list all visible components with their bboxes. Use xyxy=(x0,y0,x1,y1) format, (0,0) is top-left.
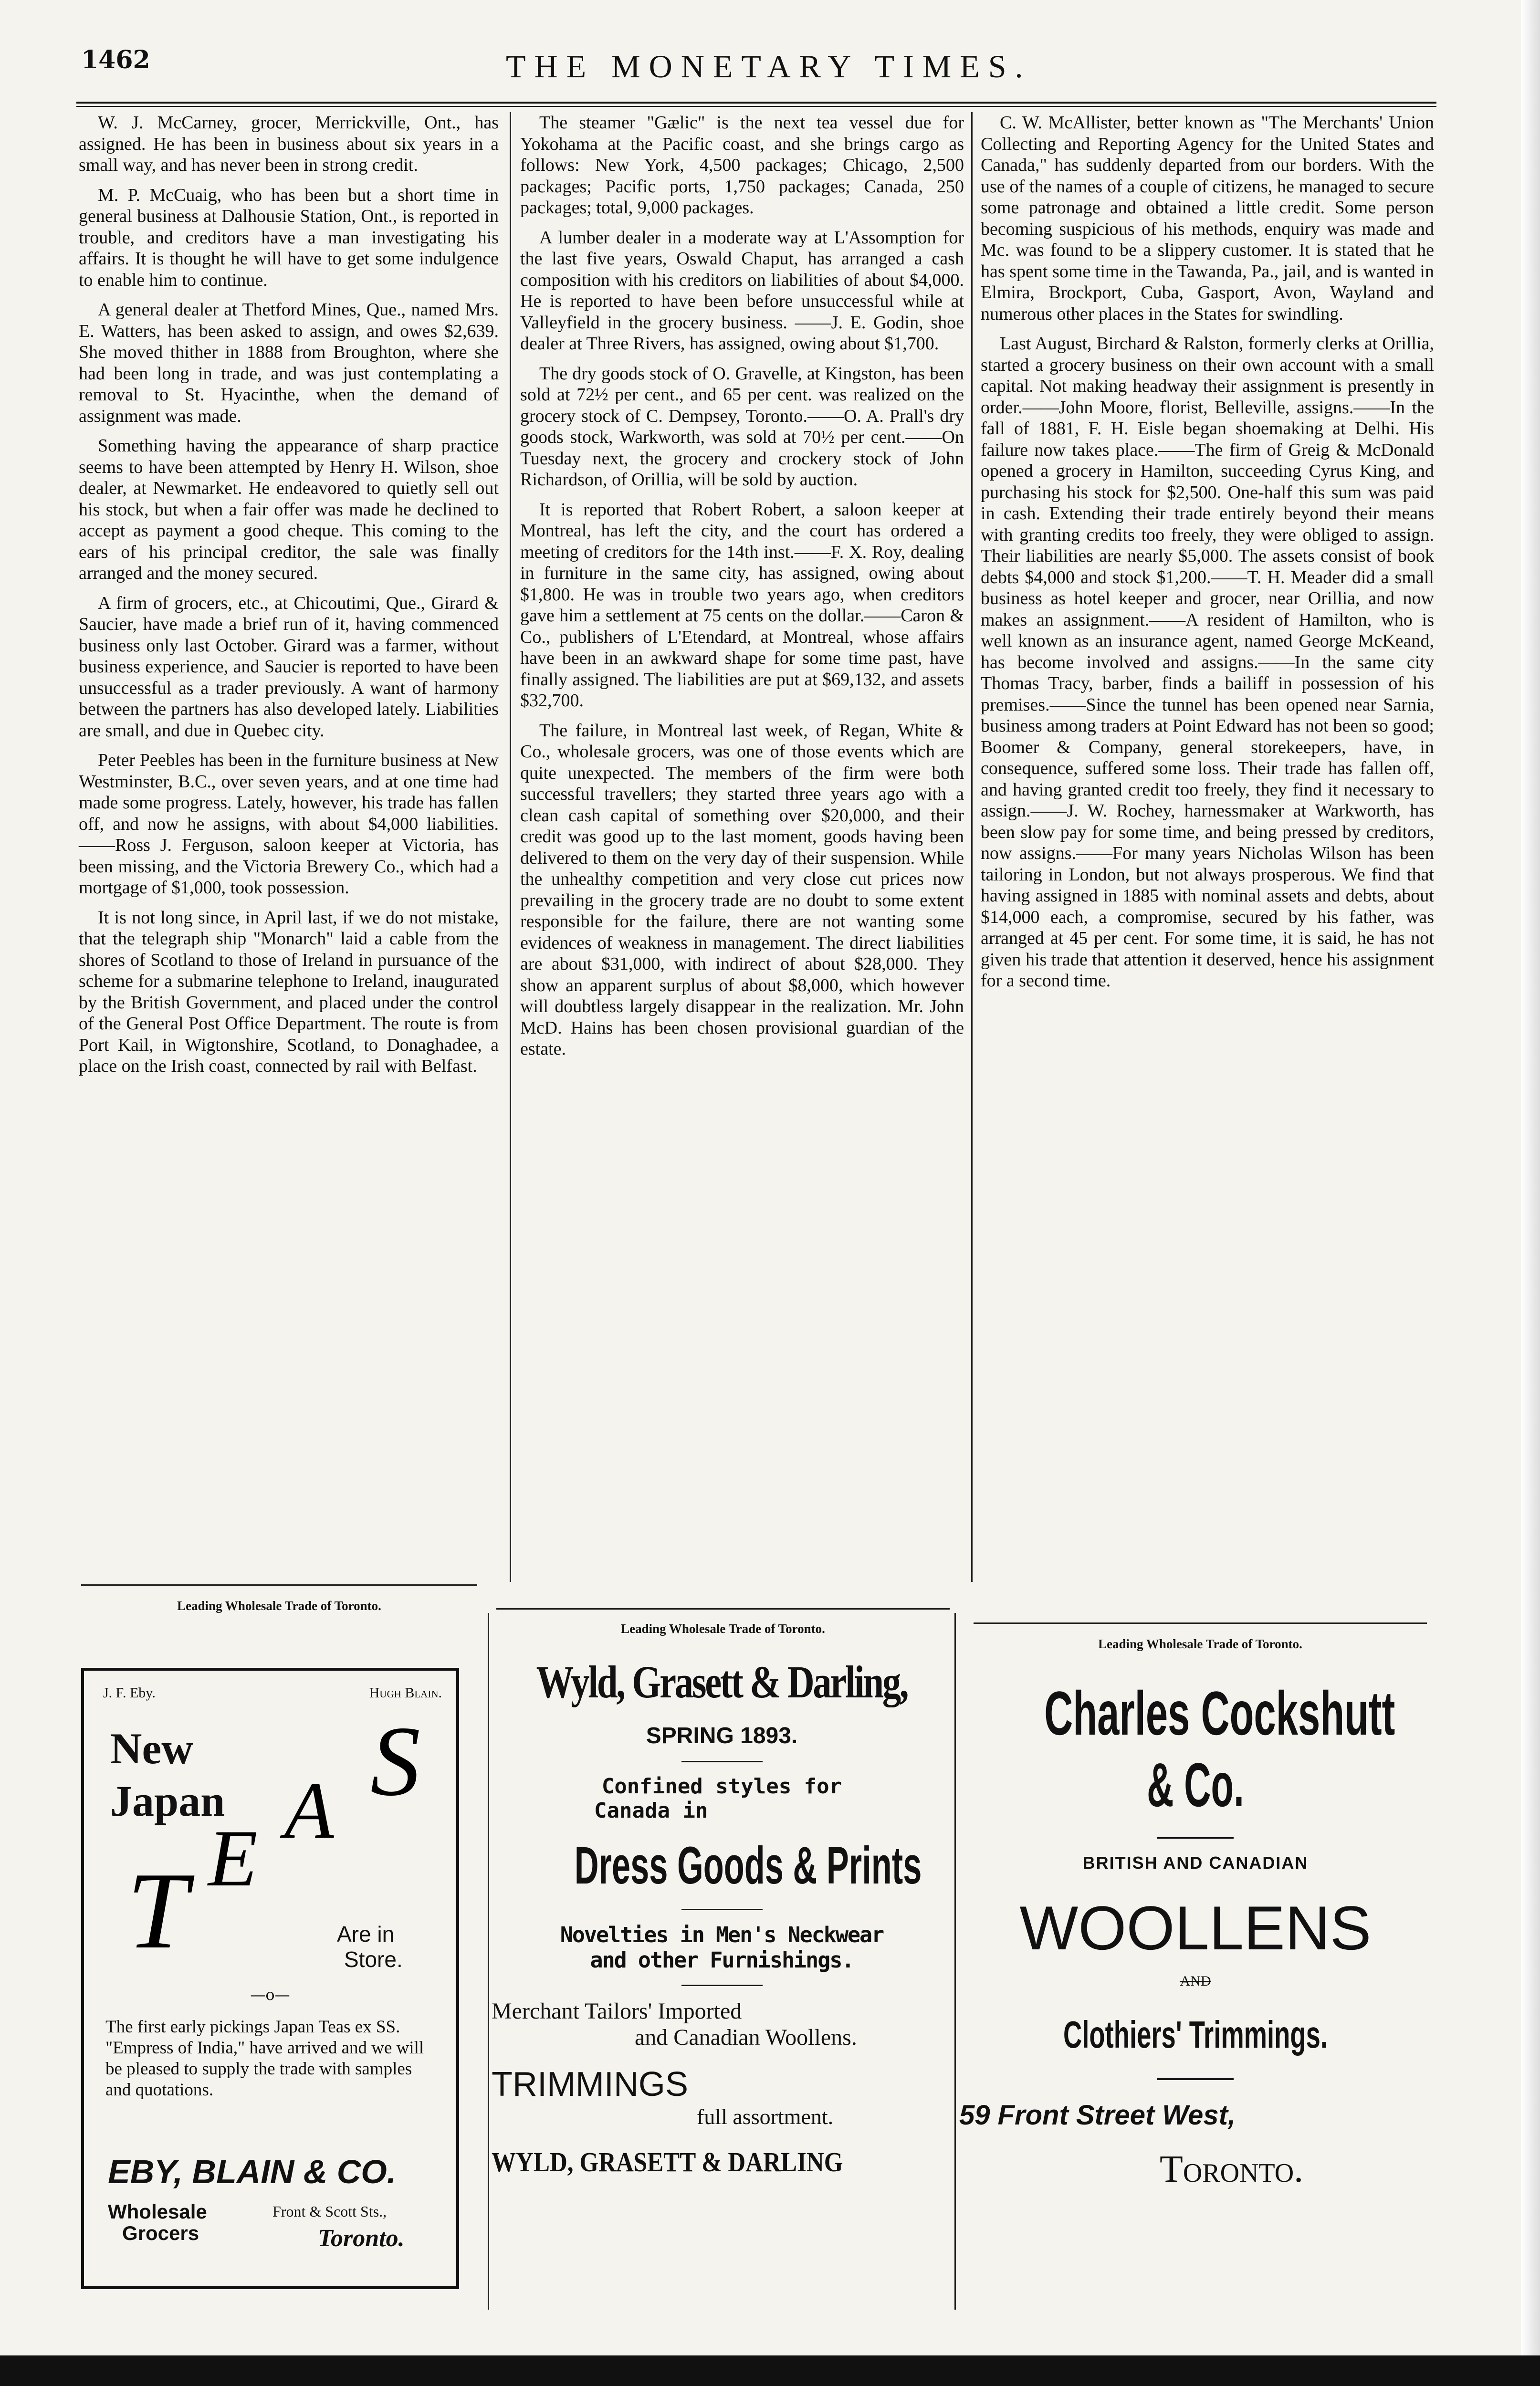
ad-rule xyxy=(81,1584,477,1586)
firm-name: Wyld, Grasett & Darling, xyxy=(536,1656,908,1707)
partner-name: Hugh Blain. xyxy=(369,1685,442,1701)
scan-bottom-band xyxy=(0,2355,1540,2386)
ad-heading: Leading Wholesale Trade of Toronto. xyxy=(621,1622,825,1636)
woollens-text: WOOLLENS xyxy=(1019,1893,1372,1963)
novelties-text: Novelties in Men's Neckwear xyxy=(560,1922,884,1947)
teas-letter: S xyxy=(370,1714,420,1817)
article: C. W. McAllister, better known as "The Merchants' Union Collecting and Reporting Agency for the United States and Canada," has suddenly departed from our borders. With the use of the names of a couple of citizens, he managed to secure some patronage and obtained a little credit. Some person becoming suspicious of his methods, enquiry was made and Mc. was found to be a slippery customer. It is stated that he has spent some time in the Tawanda, Pa., jail, and is wanted in Elmira, Brockport, Cuba, Gasport, Avon, Wayland and numerous other places in the States for swindling. xyxy=(981,113,1434,324)
wholesale-text: Wholesale xyxy=(108,2200,207,2223)
ad-title-japan: Japan xyxy=(110,1777,225,1825)
header-rule-2 xyxy=(76,106,1436,107)
running-head: THE MONETARY TIMES. xyxy=(506,48,1032,84)
dress-goods-text: Dress Goods & Prints xyxy=(574,1836,922,1895)
article: It is not long since, in April last, if we do not mistake, that the telegraph ship "Monarch" laid a cable from the shores of Scotland to those of Ireland in pursuance of the scheme for a submarine telephone to Ireland, inaugurated by the British Government, and placed under the control of the General Post Office Department. The route is from Port Kail, in Wigtonshire, Scotland, to Donaghadee, a place on the Irish coast, connected by rail with Belfast. xyxy=(79,907,499,1076)
ad-heading: Leading Wholesale Trade of Toronto. xyxy=(177,1599,381,1613)
ad-body: The first early pickings Japan Teas ex SS. "Empress of India," have arrived and we will be pleased to supply the trade with samples and quotations. xyxy=(105,2017,424,2100)
address-text: 59 Front Street West, xyxy=(959,2100,1236,2131)
cockshutt-ad xyxy=(959,1675,1432,2191)
ad-rule xyxy=(974,1622,1427,1624)
teas-letter: A xyxy=(284,1766,334,1855)
trimmings-text: TRIMMINGS xyxy=(492,2065,688,2103)
ad-rule xyxy=(1157,2078,1234,2080)
column-divider xyxy=(971,112,973,1582)
grocers-text: Grocers xyxy=(122,2222,199,2244)
article: The steamer "Gælic" is the next tea vessel due for Yokohama at the Pacific coast, and she brings cargo as follows: New York, 4,500 packages; Chicago, 2,500 packages; Pacific ports, 1,750 packages; Canada, 250 packages; total, 9,000 packages. xyxy=(520,113,964,218)
are-in-text: Are in xyxy=(337,1922,395,1946)
eby-blain-ad xyxy=(81,1668,459,2289)
ad-rule xyxy=(496,1608,950,1610)
furnishings-text: and other Furnishings. xyxy=(590,1947,854,1973)
woollens-text: and Canadian Woollens. xyxy=(635,2025,857,2050)
merchant-text: Merchant Tailors' Imported xyxy=(492,1999,742,2024)
ad-rule xyxy=(681,1985,763,1986)
footer-firm: WYLD, GRASETT & DARLING xyxy=(492,2146,843,2177)
ad-rule xyxy=(681,1909,763,1910)
article: Something having the appearance of sharp practice seems to have been attempted by Henry H. Wilson, shoe dealer, at Newmarket. He endeavored to quietly sell out his stock, but when a fair offer was made he declined to accept as payment a good cheque. This coming to the ears of his principal creditor, the sale was finally arranged and the money secured. xyxy=(79,436,499,583)
article: The failure, in Montreal last week, of Regan, White & Co., wholesale grocers, was one of those events which are quite unexpected. The members of the firm were both successful travellers; they started three years ago with a clean cash capital of something over $20,000, and their credit was good up to the last moment, goods having been delivered to them on the very day of their suspension. While the unhealthy competition and very close cut prices now prevailing in the grocery trade are no doubt to some extent responsible for the failure, there are not wanting some evidences of weakness in management. The direct liabilities are about $31,000, with indirect of about $28,000. They show an apparent surplus of about $8,000, which however will doubtless largely disappear in the realization. Mr. John McD. Hains has been chosen provisional guardian of the estate. xyxy=(520,720,964,1059)
article: The dry goods stock of O. Gravelle, at Kingston, has been sold at 72½ per cent., and 65 per cent. was realized on the grocery stock of C. Dempsey, Toronto.——O. A. Prall's dry goods stock, Warkworth, was sold at 70½ per cent.——On Tuesday next, the grocery and crockery stock of John Richardson, of Orillia, will be sold by auction. xyxy=(520,363,964,490)
separator: —o— xyxy=(250,1986,290,2004)
clothiers-text: Clothiers' Trimmings. xyxy=(1063,2013,1328,2056)
column-divider xyxy=(488,1613,489,2310)
store-text: Store. xyxy=(344,1947,403,1972)
wyld-grasett-ad xyxy=(492,1656,952,2178)
column-2 xyxy=(520,112,964,1068)
header-rule xyxy=(76,102,1436,104)
city-text: Toronto. xyxy=(318,2225,405,2252)
ad-title-new: New xyxy=(110,1724,193,1773)
column-divider xyxy=(954,1613,956,2310)
city-text: Toronto. xyxy=(1160,2148,1304,2190)
firm-name: EBY, BLAIN & CO. xyxy=(108,2153,397,2190)
column-3 xyxy=(981,112,1434,1000)
article: A lumber dealer in a moderate way at L'Assomption for the last five years, Oswald Chaput, has arranged a cash composition with his creditors on liabilities of about $4,000. He is reported to have been before unsuccessful while at Valleyfield in the grocery business. ——J. E. Godin, shoe dealer at Three Rivers, has assigned, owing about $1,700. xyxy=(520,227,964,354)
firm-name: Charles Cockshutt xyxy=(1044,1678,1395,1748)
full-assortment-text: full assortment. xyxy=(697,2104,834,2129)
article: It is reported that Robert Robert, a saloon keeper at Montreal, has left the city, and the court has ordered a meeting of creditors for the 14th inst.——F. X. Roy, dealing in furniture in the same city, has assigned, owing about $1,800. He was in trouble two years ago, when creditors gave him a settlement at 75 cents on the dollar.——Caron & Co., publishers of L'Etendard, at Montreal, whose affairs have been in an awkward shape for some time past, have finally assigned. The liabilities are put at $69,132, and assets $32,700. xyxy=(520,499,964,711)
british-canadian-text: BRITISH AND CANADIAN xyxy=(1082,1853,1309,1873)
address-text: Front & Scott Sts., xyxy=(272,2203,387,2220)
ad-rule xyxy=(1157,1837,1234,1839)
ad-heading: Leading Wholesale Trade of Toronto. xyxy=(1098,1637,1302,1651)
teas-lettering xyxy=(84,1714,456,1981)
teas-letter: E xyxy=(208,1813,258,1903)
article: A general dealer at Thetford Mines, Que., named Mrs. E. Watters, has been asked to assign, and owes $2,639. She moved thither in 1888 from Broughton, where she had been long in trade, and was just contemplating a removal to St. Hyacinthe, when the demand of assignment was made. xyxy=(79,300,499,426)
article: W. J. McCarney, grocer, Merrickville, Ont., has assigned. He has been in business about six years in a small way, and has never been in strong credit. xyxy=(79,113,499,175)
article: M. P. McCuaig, who has been but a short time in general business at Dalhousie Station, Ont., is reported in trouble, and creditors have a man investigating his affairs. It is thought he will have to get some indulgence to enable him to continue. xyxy=(79,185,499,290)
confined-text: Confined styles for xyxy=(601,1774,842,1799)
ad-rule xyxy=(681,1761,763,1762)
firm-co: & Co. xyxy=(1147,1750,1244,1820)
column-divider xyxy=(510,112,511,1582)
scan-edge xyxy=(1521,0,1540,2386)
article: Peter Peebles has been in the furniture business at New Westminster, B.C., over seven years, and at one time had made some progress. Lately, however, his trade has fallen off, and now he assigns, with about $4,000 liabilities.——Ross J. Ferguson, saloon keeper at Victoria, has been missing, and the Victoria Brewery Co., which had a mortgage of $1,000, took possession. xyxy=(79,750,499,898)
article: A firm of grocers, etc., at Chicoutimi, Que., Girard & Saucier, have made a brief run of it, having commenced business only last October. Girard was a farmer, without business experience, and Saucier is reported to have been unsuccessful as a trader previously. A want of harmony between the partners has also developed lately. Liabilities are small, and due in Quebec city. xyxy=(79,593,499,741)
canada-text: Canada in xyxy=(594,1799,708,1823)
column-1 xyxy=(79,112,499,1086)
page-number: 1462 xyxy=(81,45,150,74)
article: Last August, Birchard & Ralston, formerly clerks at Orillia, started a grocery business on their own account with a small capital. Not making headway their assignment is presently in order.——John Moore, florist, Belleville, assigns.——In the fall of 1881, F. H. Eisle began shoemaking at Delhi. His failure now takes place.——The firm of Greig & McDonald opened a grocery in Hamilton, succeeding Cyrus King, and purchasing his stock for $2,500. One-half this sum was paid in cash. Extending their trade entirely beyond their means with granting credits too freely, they were obliged to assign. Their liabilities are nearly $5,000. The assets consist of book debts $4,000 and stock $1,200.——T. H. Meader did a small business as hotel keeper and grocer, near Orillia, and now makes an assignment.——A resident of Hamilton, who is well known as an insurance agent, named George McKeand, has become involved and assigns.——In the same city Thomas Tracy, barber, finds a bailiff in possession of his premises.——Since the tunnel has been opened near Sarnia, business among traders at Point Edward has not been so good; Boomer & Company, general storekeepers, have, in consequence, suffered some loss. Their trade has fallen off, and having granted credit too freely, they find it necessary to assign.——J. W. Rochey, harnessmaker at Warkworth, has been slow pay for some time, and being pressed by creditors, now assigns.——For many years Nicholas Wilson has been tailoring in London, but not always prosperous. We find that having assigned in 1885 with nominal assets and debts, about $14,000 each, a compromise, secured by his father, was arranged at 45 per cent. For some time, it is said, he has not given his trade that attention it deserved, hence his assignment for a second time. xyxy=(981,334,1434,991)
teas-letter: T xyxy=(127,1850,188,1971)
partner-name: J. F. Eby. xyxy=(103,1685,156,1701)
season: SPRING 1893. xyxy=(646,1723,798,1748)
and-text: AND xyxy=(1180,1973,1211,1989)
